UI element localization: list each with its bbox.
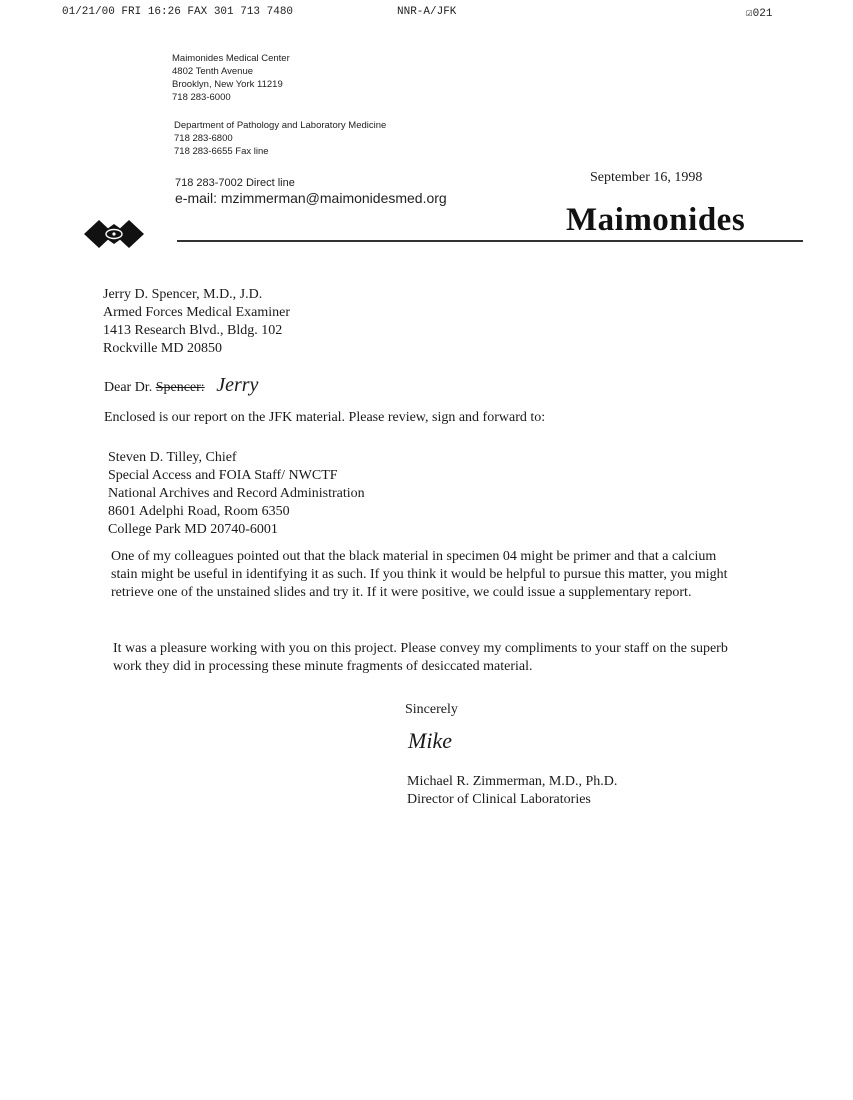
forward-office: Special Access and FOIA Staff/ NWCTF xyxy=(108,468,338,483)
forward-to-address xyxy=(108,449,365,539)
forward-name: Steven D. Tilley, Chief xyxy=(108,450,237,465)
fax-header-timestamp: 01/21/00 FRI 16:26 FAX 301 713 7480 xyxy=(62,6,294,18)
recipient-city: Rockville MD 20850 xyxy=(103,341,222,356)
paragraph-thanks: It was a pleasure working with you on this project. Please convey my compliments to your staff on the superb work they did in processing these minute fragments of desiccated material. xyxy=(113,641,728,674)
recipient-name: Jerry D. Spencer, M.D., J.D. xyxy=(103,287,263,302)
org-name: Maimonides Medical Center xyxy=(172,53,290,64)
forward-street: 8601 Adelphi Road, Room 6350 xyxy=(108,504,290,519)
diamond-logo-icon xyxy=(84,216,144,252)
letterhead-dept xyxy=(174,119,386,158)
letter-date: September 16, 1998 xyxy=(590,170,703,185)
closing: Sincerely xyxy=(405,702,458,717)
org-street: 4802 Tenth Avenue xyxy=(172,66,254,77)
letterhead-org xyxy=(172,52,290,104)
fax-header-page: ☑021 xyxy=(746,8,773,20)
recipient-street: 1413 Research Blvd., Bldg. 102 xyxy=(103,323,283,338)
forward-agency: National Archives and Record Administration xyxy=(108,486,365,501)
maimonides-wordmark: Maimonides xyxy=(566,202,746,238)
recipient-title: Armed Forces Medical Examiner xyxy=(103,305,290,320)
signature: Mike xyxy=(408,728,452,753)
signer-block xyxy=(407,773,617,809)
salutation-prefix: Dear Dr. xyxy=(104,380,153,395)
forward-city: College Park MD 20740-6001 xyxy=(108,522,278,537)
dept-name: Department of Pathology and Laboratory Medicine xyxy=(174,120,387,131)
direct-line: 718 283-7002 Direct line xyxy=(175,177,295,189)
fax-header-code: NNR-A/JFK xyxy=(397,6,457,18)
intro-line: Enclosed is our report on the JFK material. Please review, sign and forward to: xyxy=(104,410,546,425)
dept-fax: 718 283-6655 Fax line xyxy=(174,146,269,157)
org-city: Brooklyn, New York 11219 xyxy=(172,79,283,90)
recipient-address xyxy=(103,286,290,358)
salutation-struck-name: Spencer: xyxy=(155,380,205,395)
signer-name: Michael R. Zimmerman, M.D., Ph.D. xyxy=(407,774,618,789)
salutation xyxy=(104,376,258,397)
salutation-handwritten: Jerry xyxy=(216,374,259,396)
paragraph-primer: One of my colleagues pointed out that the black material in specimen 04 might be primer and that a calcium stain might be useful in identifying it as such. If you think it would be helpful to pursue this matter, you might retrieve one of the unstained slides and try it. If it were positive, we could issue a supplementary report. xyxy=(111,549,728,600)
signer-title: Director of Clinical Laboratories xyxy=(407,792,591,807)
letterhead-rule xyxy=(177,240,803,242)
email-address: e-mail: mzimmerman@maimonidesmed.org xyxy=(175,190,447,206)
org-phone: 718 283-6000 xyxy=(172,92,231,103)
dept-phone: 718 283-6800 xyxy=(174,133,233,144)
